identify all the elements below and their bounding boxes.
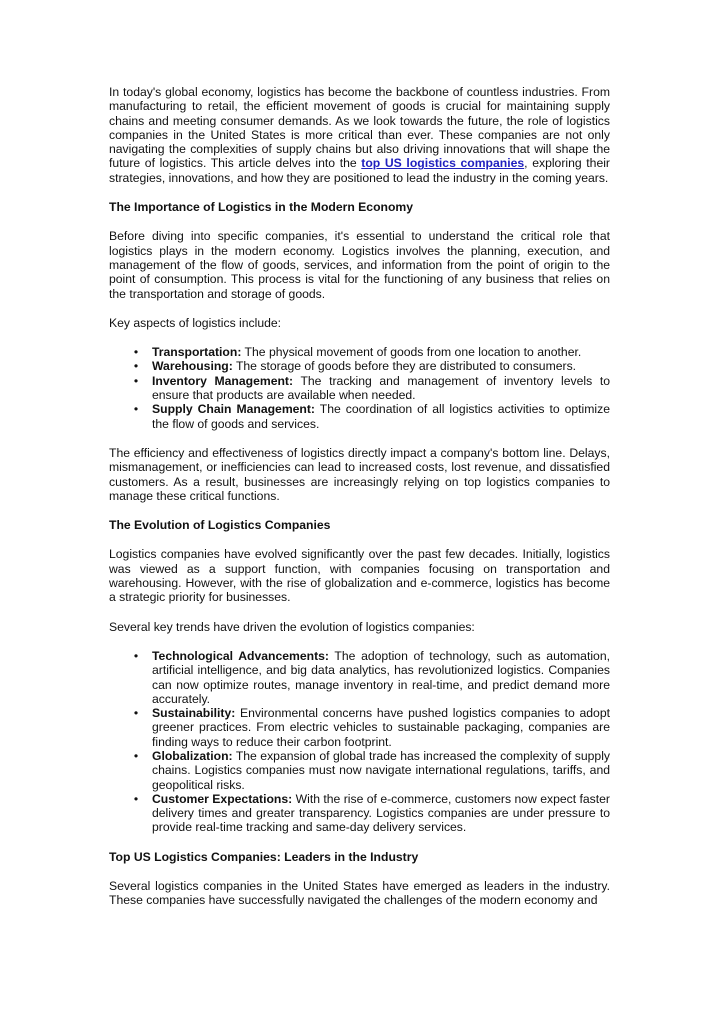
bullet-icon: • <box>133 648 139 663</box>
list-item <box>109 706 610 749</box>
list-item-term: Globalization: <box>152 748 233 763</box>
list-item-term: Technological Advancements: <box>152 648 329 663</box>
intro-paragraph <box>109 85 610 185</box>
list-item <box>109 649 610 706</box>
list-item-text: The physical movement of goods from one location to another. <box>241 345 582 360</box>
list-item <box>109 359 610 373</box>
list-item-term: Warehousing: <box>152 359 233 374</box>
list-item-term: Inventory Management: <box>152 373 294 388</box>
bullet-icon: • <box>133 402 139 417</box>
list-item <box>109 792 610 835</box>
section-heading-importance: The Importance of Logistics in the Modern Economy <box>109 200 414 215</box>
list-item <box>109 402 610 431</box>
list-item-text: The expansion of global trade has increased the complexity of supply chains. Logistics companies must now navigate international regulations, tariffs, and geopolitical risks. <box>152 748 610 792</box>
key-trends-intro: Several key trends have driven the evolution of logistics companies: <box>109 619 475 634</box>
list-item <box>109 749 610 792</box>
list-item-text: The adoption of technology, such as automation, artificial intelligence, and big data analytics, has revolutionized logistics. Companies can now optimize routes, manage inventory in real-time, and predict demand more accurately. <box>152 648 610 706</box>
key-aspects-list <box>109 345 610 431</box>
importance-paragraph: Before diving into specific companies, it's essential to understand the critical role that logistics plays in the modern economy. Logistics involves the planning, execution, and management of the flow of goods, services, and information from the point of origin to the point of consumption. This process is vital for the functioning of any business that relies on the transportation and storage of goods. <box>109 229 610 301</box>
list-item-text: Environmental concerns have pushed logistics companies to adopt greener practices. From electric vehicles to sustainable packaging, companies are finding ways to reduce their carbon footprint. <box>152 706 610 749</box>
top-companies-paragraph: Several logistics companies in the United States have emerged as leaders in the industry. These companies have successfully navigated the challenges of the modern economy and <box>109 879 610 908</box>
list-item-text: With the rise of e-commerce, customers now expect faster delivery times and greater transparency. Logistics companies are under pressure to provide real-time tracking and same-day delivery services. <box>152 791 610 835</box>
list-item-text: The storage of goods before they are distributed to consumers. <box>232 359 577 374</box>
key-aspects-intro: Key aspects of logistics include: <box>109 315 282 330</box>
top-us-logistics-companies-link[interactable]: top US logistics companies <box>361 156 525 171</box>
list-item-text: The tracking and management of inventory levels to ensure that products are available when needed. <box>152 373 610 403</box>
bullet-icon: • <box>133 359 139 374</box>
article-body <box>109 85 610 923</box>
bullet-icon: • <box>133 706 139 721</box>
section-heading-evolution: The Evolution of Logistics Companies <box>109 518 331 533</box>
efficiency-paragraph: The efficiency and effectiveness of logistics directly impact a company's bottom line. Delays, mismanagement, or inefficiencies can lead to increased costs, lost revenue, and dissatisfied customers. As a result, businesses are increasingly relying on top logistics companies to manage these critical functions. <box>109 445 610 503</box>
intro-text-before-link: In today's global economy, logistics has become the backbone of countless industries. From manufacturing to retail, the efficient movement of goods is crucial for maintaining supply chains and meeting consumer demands. As we look towards the future, the role of logistics companies in the United States is more critical than ever. These companies are not only navigating the complexities of supply chains but also driving innovations that will shape the future of logistics. This article delves into the <box>109 85 610 171</box>
section-heading-top-companies: Top US Logistics Companies: Leaders in the Industry <box>109 849 419 864</box>
list-item-term: Sustainability: <box>152 706 236 721</box>
list-item-text: The coordination of all logistics activities to optimize the flow of goods and services. <box>152 402 610 431</box>
intro-text-after-link: , exploring their strategies, innovations, and how they are positioned to lead the industry in the coming years. <box>109 156 610 185</box>
list-item <box>109 345 610 359</box>
bullet-icon: • <box>133 373 139 388</box>
bullet-icon: • <box>133 748 139 763</box>
list-item <box>109 374 610 403</box>
bullet-icon: • <box>133 345 139 360</box>
evolution-paragraph: Logistics companies have evolved significantly over the past few decades. Initially, logistics was viewed as a support function, with companies focusing on transportation and warehousing. However, with the rise of globalization and e-commerce, logistics has become a strategic priority for businesses. <box>109 547 610 605</box>
bullet-icon: • <box>133 791 139 806</box>
list-item-term: Supply Chain Management: <box>152 402 315 417</box>
list-item-term: Customer Expectations: <box>152 791 293 806</box>
key-trends-list <box>109 649 610 835</box>
list-item-term: Transportation: <box>152 345 242 360</box>
